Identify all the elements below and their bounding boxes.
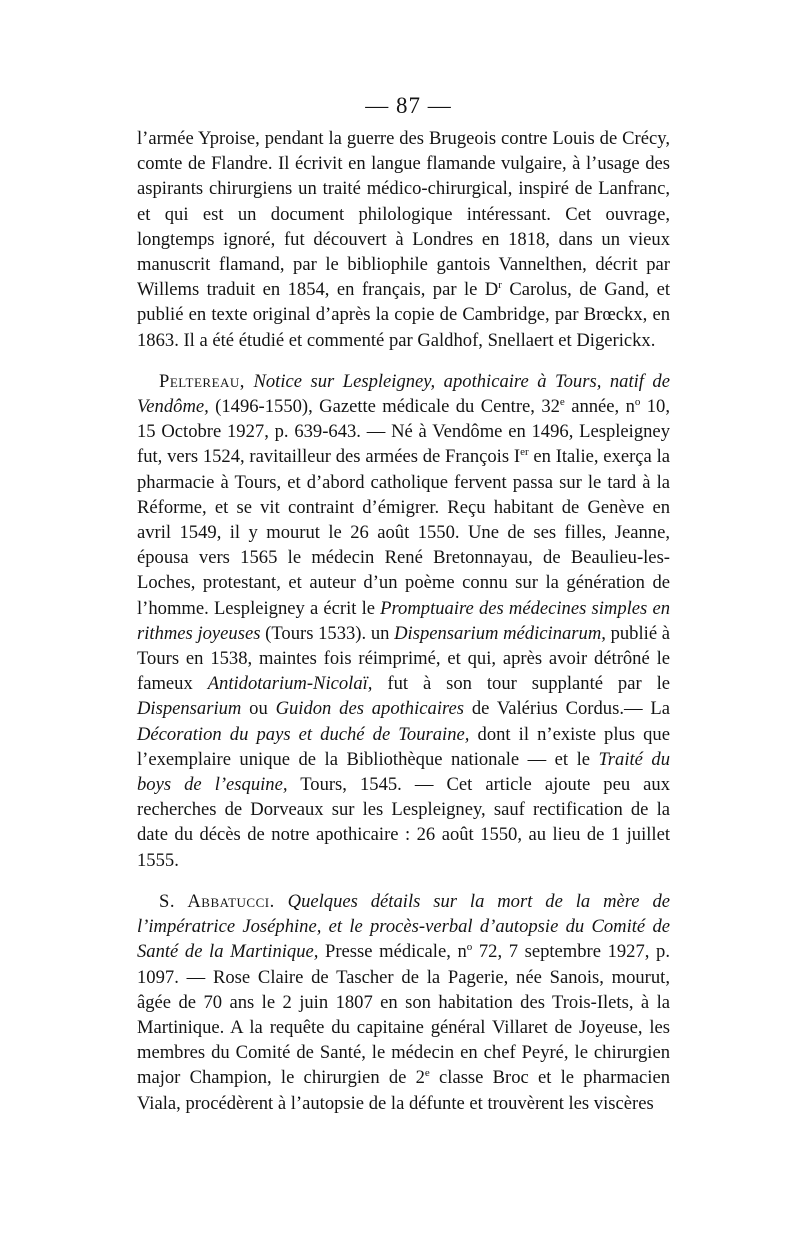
superscript: er	[520, 446, 529, 459]
superscript: e	[559, 395, 565, 408]
entry-title: Quelques détails sur la mort de la mère de l’impératrice Joséphine, et le procès-verbal d’autopsie du Comité de Santé de la Martinique,	[137, 890, 670, 963]
superscript: r	[498, 279, 502, 292]
superscript: o	[466, 941, 473, 954]
text-segment: dont il n’existe plus que l’exemplaire unique de la Bibliothèque nationale — et le	[137, 723, 670, 770]
text-segment: (Tours 1533). un	[260, 622, 395, 644]
cited-work-title: Dispensarium médicinarum,	[394, 622, 606, 644]
paragraph-abbatucci-entry	[137, 889, 670, 1116]
superscript: o	[634, 395, 641, 408]
text-segment: de Valérius Cordus.— La	[464, 698, 670, 720]
page-number: — 87 —	[365, 93, 452, 118]
text-segment: 10, 15 Octobre 1927, p. 639-643. — Né à Vendôme en 1496, Lespleigney fut, vers 1524, ravitailleur des armées de François I	[137, 396, 670, 468]
entry-title: Notice sur Lespleigney, apothicaire à Tours, natif de Vendôme,	[137, 370, 670, 418]
superscript: e	[424, 1067, 430, 1080]
text-segment: année, n	[564, 396, 635, 418]
text-segment: publié à Tours en 1538, maintes fois réimprimé, et qui, après avoir détrôné le fameux	[137, 622, 671, 695]
text-segment: en Italie, exerça la pharmacie à Tours, et d’abord catholique fervent passa sur le tard à la Réforme, et se vit contraint d’émigrer. Reçu habitant de Genève en avril 1549, il y mourut le 26 août 1550. Une de ses filles, Jeanne, épousa vers 1565 le médecin René Bretonnayau, de Beaulieu-les-Loches, protestant, et auteur d’un poème connu sur la génération de l’homme. Lespleigney a écrit le	[137, 446, 670, 619]
cited-work-title: Décoration du pays et duché de Touraine,	[137, 723, 470, 745]
text-segment: Carolus, de Gand, et publié en texte original d’après la copie de Cambridge, par Brœckx, en 1863. Il a été étudié et commenté par Galdhof, Snellaert et Digerickx.	[137, 279, 670, 351]
cited-work-title: Promptuaire des médecines simples en rithmes joyeuses	[137, 597, 670, 644]
cited-work-title: Traité du boys de l’esquine,	[137, 748, 670, 796]
text-segment: 72, 7 septembre 1927, p. 1097. — Rose Claire de Tascher de la Pagerie, née Sanois, mourut, âgée de 70 ans le 2 juin 1807 en son habitation des Trois-Ilets, à la Martinique. A la requête du capitaine général Villaret de Joyeuse, les membres du Comité de Santé, le médecin en chef Peyré, le chirurgien major Champion, le chirurgien de 2	[137, 941, 670, 1089]
text-segment: fut à son tour supplanté par le	[372, 673, 671, 695]
entry-author: S. Abbatucci.	[159, 890, 275, 912]
text-segment: classe Broc et le pharmacien Viala, procédèrent à l’autopsie de la défunte et trouvèrent les viscères	[137, 1067, 670, 1114]
entry-author: Peltereau,	[159, 370, 245, 392]
text-segment: (1496-1550), Gazette médicale du Centre, 32	[208, 396, 560, 418]
cited-work-title: Dispensarium	[137, 698, 242, 720]
paragraph-flemish-treatise	[137, 126, 670, 353]
text-segment: l’armée Yproise, pendant la guerre des Brugeois contre Louis de Crécy, comte de Flandre. Il écrivit en langue flamande vulgaire, à l’usage des aspirants chirurgiens un traité médico-chirurgical, inspiré de Lanfranc, et qui est un document philologique intéressant. Cet ouvrage, longtemps ignoré, fut découvert à Londres en 1818, dans un vieux manuscrit flamand, par le bibliophile gantois Vannelthen, décrit par Willems traduit en 1854, en français, par le D	[137, 128, 670, 301]
text-segment: Tours, 1545. — Cet article ajoute peu aux recherches de Dorveaux sur les Lespleigney, sauf rectification de la date du décès de notre apothicaire : 26 août 1550, au lieu de 1 juillet 1555.	[137, 774, 671, 871]
book-page	[137, 92, 670, 1116]
cited-work-title: Guidon des apothicaires	[275, 698, 465, 720]
paragraph-peltereau-entry	[137, 369, 670, 873]
text-segment: ou	[241, 698, 276, 720]
cited-work-title: Antidotarium-Nicolaï,	[207, 673, 373, 695]
text-segment: Presse médicale, n	[318, 941, 467, 963]
